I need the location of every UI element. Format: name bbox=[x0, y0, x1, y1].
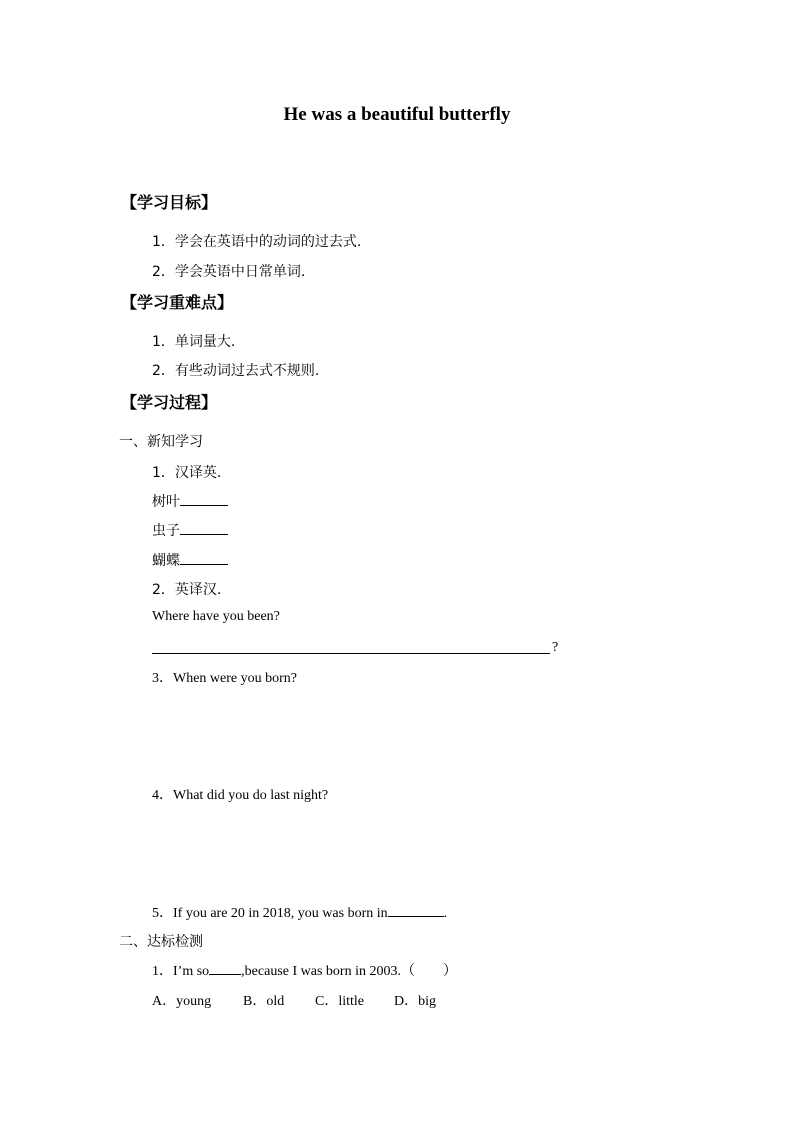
option-d[interactable]: D．big bbox=[394, 994, 436, 1009]
q1-word-leaf: 树叶 bbox=[152, 494, 180, 510]
difficulties-heading: 【学习重难点】 bbox=[121, 293, 234, 312]
process-heading: 【学习过程】 bbox=[121, 393, 218, 412]
part2-heading: 二、达标检测 bbox=[119, 934, 203, 950]
q2-answer-line[interactable] bbox=[152, 653, 550, 654]
answer-blank[interactable] bbox=[180, 491, 228, 506]
q3-question: 3．When were you born? bbox=[152, 671, 298, 686]
difficulty-item-2: 2．有些动词过去式不规则. bbox=[152, 363, 320, 379]
q5-question bbox=[152, 902, 447, 922]
goal-item-1: 1．学会在英语中的动词的过去式. bbox=[152, 234, 362, 250]
p2-q1-question bbox=[152, 960, 457, 980]
q5-suffix: . bbox=[443, 906, 448, 921]
q1-word-row bbox=[152, 550, 228, 570]
q1-word-butterfly: 蝴蝶 bbox=[152, 553, 180, 569]
answer-blank[interactable] bbox=[388, 902, 444, 917]
p2-q1-suffix: ,because I was born in 2003.（ ） bbox=[241, 964, 457, 979]
q5-prefix: 5．If you are 20 in 2018, you was born in bbox=[152, 906, 388, 921]
answer-blank[interactable] bbox=[209, 960, 241, 975]
part1-heading: 一、新知学习 bbox=[119, 434, 203, 450]
goal-item-2: 2．学会英语中日常单词. bbox=[152, 264, 306, 280]
q1-word-insect: 虫子 bbox=[152, 523, 180, 539]
goals-heading: 【学习目标】 bbox=[121, 193, 218, 212]
answer-blank[interactable] bbox=[180, 520, 228, 535]
q1-word-row bbox=[152, 520, 228, 540]
answer-blank[interactable] bbox=[180, 550, 228, 565]
option-a[interactable]: A．young bbox=[152, 994, 212, 1009]
option-c[interactable]: C．little bbox=[315, 994, 364, 1009]
difficulty-item-1: 1．单词量大. bbox=[152, 334, 236, 350]
q2-label: 2．英译汉. bbox=[152, 582, 222, 598]
q4-question: 4．What did you do last night? bbox=[152, 788, 329, 803]
p2-q1-prefix: 1．I’m so bbox=[152, 964, 210, 979]
q2-sentence: Where have you been? bbox=[152, 609, 280, 624]
q2-line-end: ? bbox=[552, 640, 559, 655]
q1-word-row bbox=[152, 491, 228, 511]
option-b[interactable]: B．old bbox=[243, 994, 285, 1009]
document-title: He was a beautiful butterfly bbox=[283, 104, 511, 125]
q1-label: 1．汉译英. bbox=[152, 465, 222, 481]
